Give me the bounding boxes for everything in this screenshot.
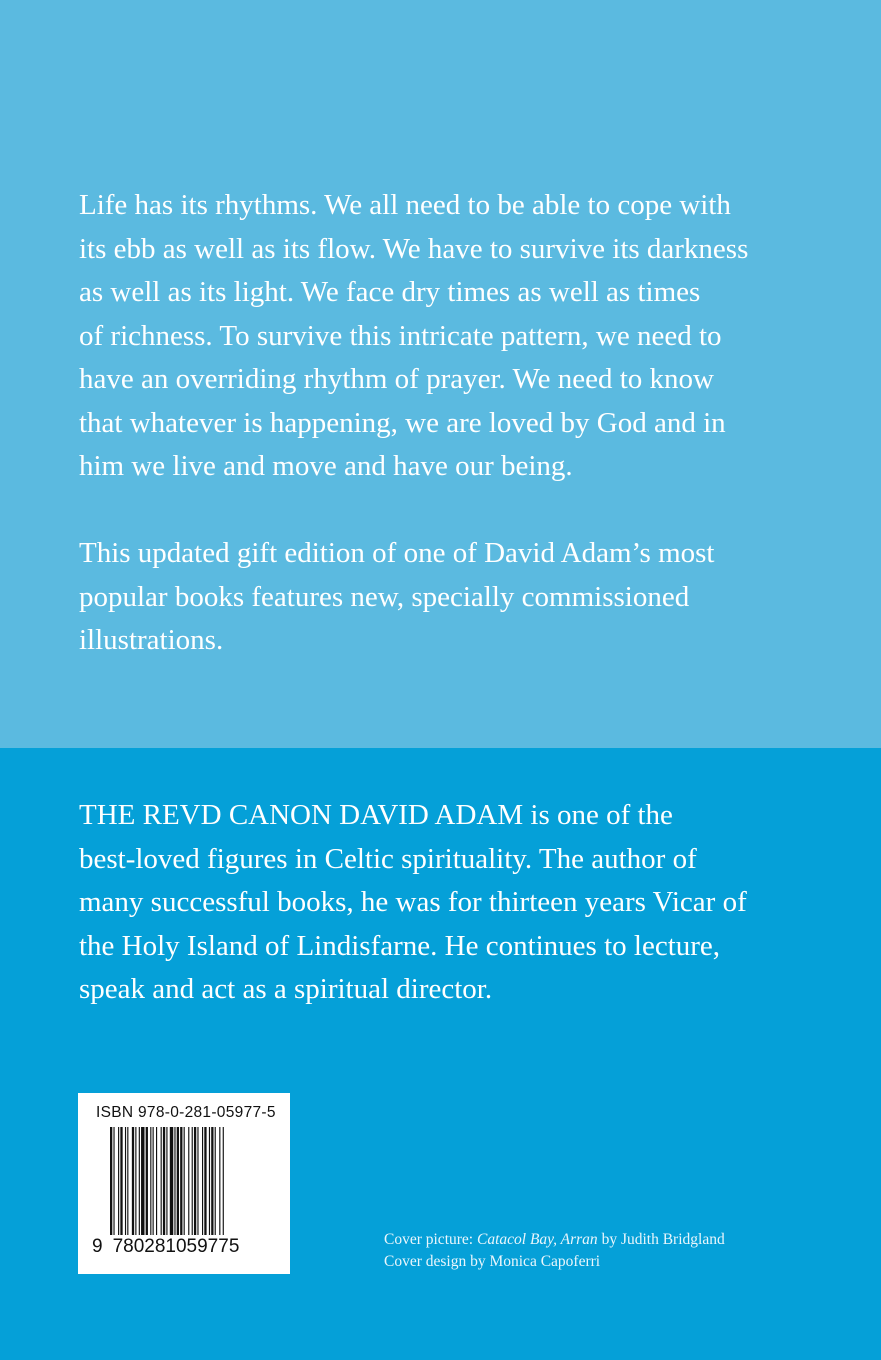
blurb-line: its ebb as well as its flow. We have to survive its darkness <box>79 232 749 265</box>
barcode-bar <box>163 1127 165 1235</box>
blurb-line: as well as its light. We face dry times as well as times <box>79 276 701 308</box>
author-bio-line: the Holy Island of Lindisfarne. He continues to lecture, <box>79 929 721 962</box>
barcode-bar <box>141 1127 144 1235</box>
cover-picture-credit <box>384 1229 725 1251</box>
barcode-bar <box>120 1127 122 1235</box>
cover-design-credit: Cover design by Monica Capoferri <box>384 1253 601 1270</box>
barcode-bar <box>197 1127 198 1235</box>
barcode-bar <box>156 1127 157 1235</box>
barcode-bar <box>204 1127 206 1235</box>
barcode-bar <box>135 1127 136 1235</box>
barcode-bar <box>150 1127 151 1235</box>
cover-credits <box>384 1229 725 1273</box>
barcode-bar <box>113 1127 114 1235</box>
barcode-lead-digit: 9 <box>92 1236 103 1257</box>
author-bio <box>79 794 747 1012</box>
barcode-bar <box>184 1127 185 1235</box>
blurb-line: illustrations. <box>79 624 224 656</box>
barcode-bar <box>127 1127 128 1235</box>
barcode-bar <box>211 1127 213 1235</box>
barcode-bar <box>215 1127 216 1235</box>
barcode-bar <box>146 1127 148 1235</box>
cover-picture-prefix: Cover picture: <box>384 1231 477 1248</box>
blurb-line: popular books features new, specially commissioned <box>79 580 690 613</box>
blurb-line: him we live and move and have our being. <box>79 450 573 482</box>
blurb-paragraph-2 <box>79 532 715 663</box>
blurb-line: This updated gift edition of one of David Adam’s most <box>79 537 715 569</box>
barcode-bars <box>110 1127 260 1235</box>
barcode-bar <box>132 1127 134 1235</box>
blurb-paragraph-1 <box>79 184 748 489</box>
barcode-bar <box>166 1127 167 1235</box>
barcode-bar <box>139 1127 140 1235</box>
isbn-barcode <box>78 1093 290 1274</box>
barcode-bar <box>177 1127 179 1235</box>
barcode-bar <box>192 1127 193 1235</box>
author-bio-line: THE REVD CANON DAVID ADAM is one of the <box>79 799 673 831</box>
barcode-digits <box>92 1236 239 1258</box>
barcode-number: 780281059775 <box>112 1236 240 1257</box>
author-bio-line: speak and act as a spiritual director. <box>79 973 493 1005</box>
barcode-bar <box>161 1127 162 1235</box>
barcode-bar <box>170 1127 173 1235</box>
barcode-bar <box>223 1127 224 1235</box>
blurb-line: Life has its rhythms. We all need to be able to cope with <box>79 189 731 221</box>
barcode-bar <box>174 1127 175 1235</box>
barcode-bar <box>209 1127 210 1235</box>
cover-picture-artist: by Judith Bridgland <box>597 1231 725 1248</box>
isbn-label: ISBN 978-0-281-05977-5 <box>96 1104 276 1121</box>
barcode-bar <box>194 1127 196 1235</box>
barcode-bar <box>188 1127 189 1235</box>
author-bio-line: best-loved figures in Celtic spirituality. The author of <box>79 842 697 875</box>
blurb-line: of richness. To survive this intricate pattern, we need to <box>79 319 722 352</box>
barcode-bar <box>153 1127 154 1235</box>
blurb-line: have an overriding rhythm of prayer. We need to know <box>79 363 714 395</box>
barcode-bar <box>180 1127 182 1235</box>
cover-picture-title: Catacol Bay, Arran <box>476 1231 598 1248</box>
author-bio-line: many successful books, he was for thirteen years Vicar of <box>79 886 747 918</box>
barcode-bar <box>118 1127 119 1235</box>
blurb-line: that whatever is happening, we are loved by God and in <box>79 406 726 439</box>
barcode-bar <box>202 1127 203 1235</box>
barcode-bar <box>219 1127 220 1235</box>
barcode-bar <box>125 1127 126 1235</box>
barcode-bar <box>110 1127 112 1235</box>
